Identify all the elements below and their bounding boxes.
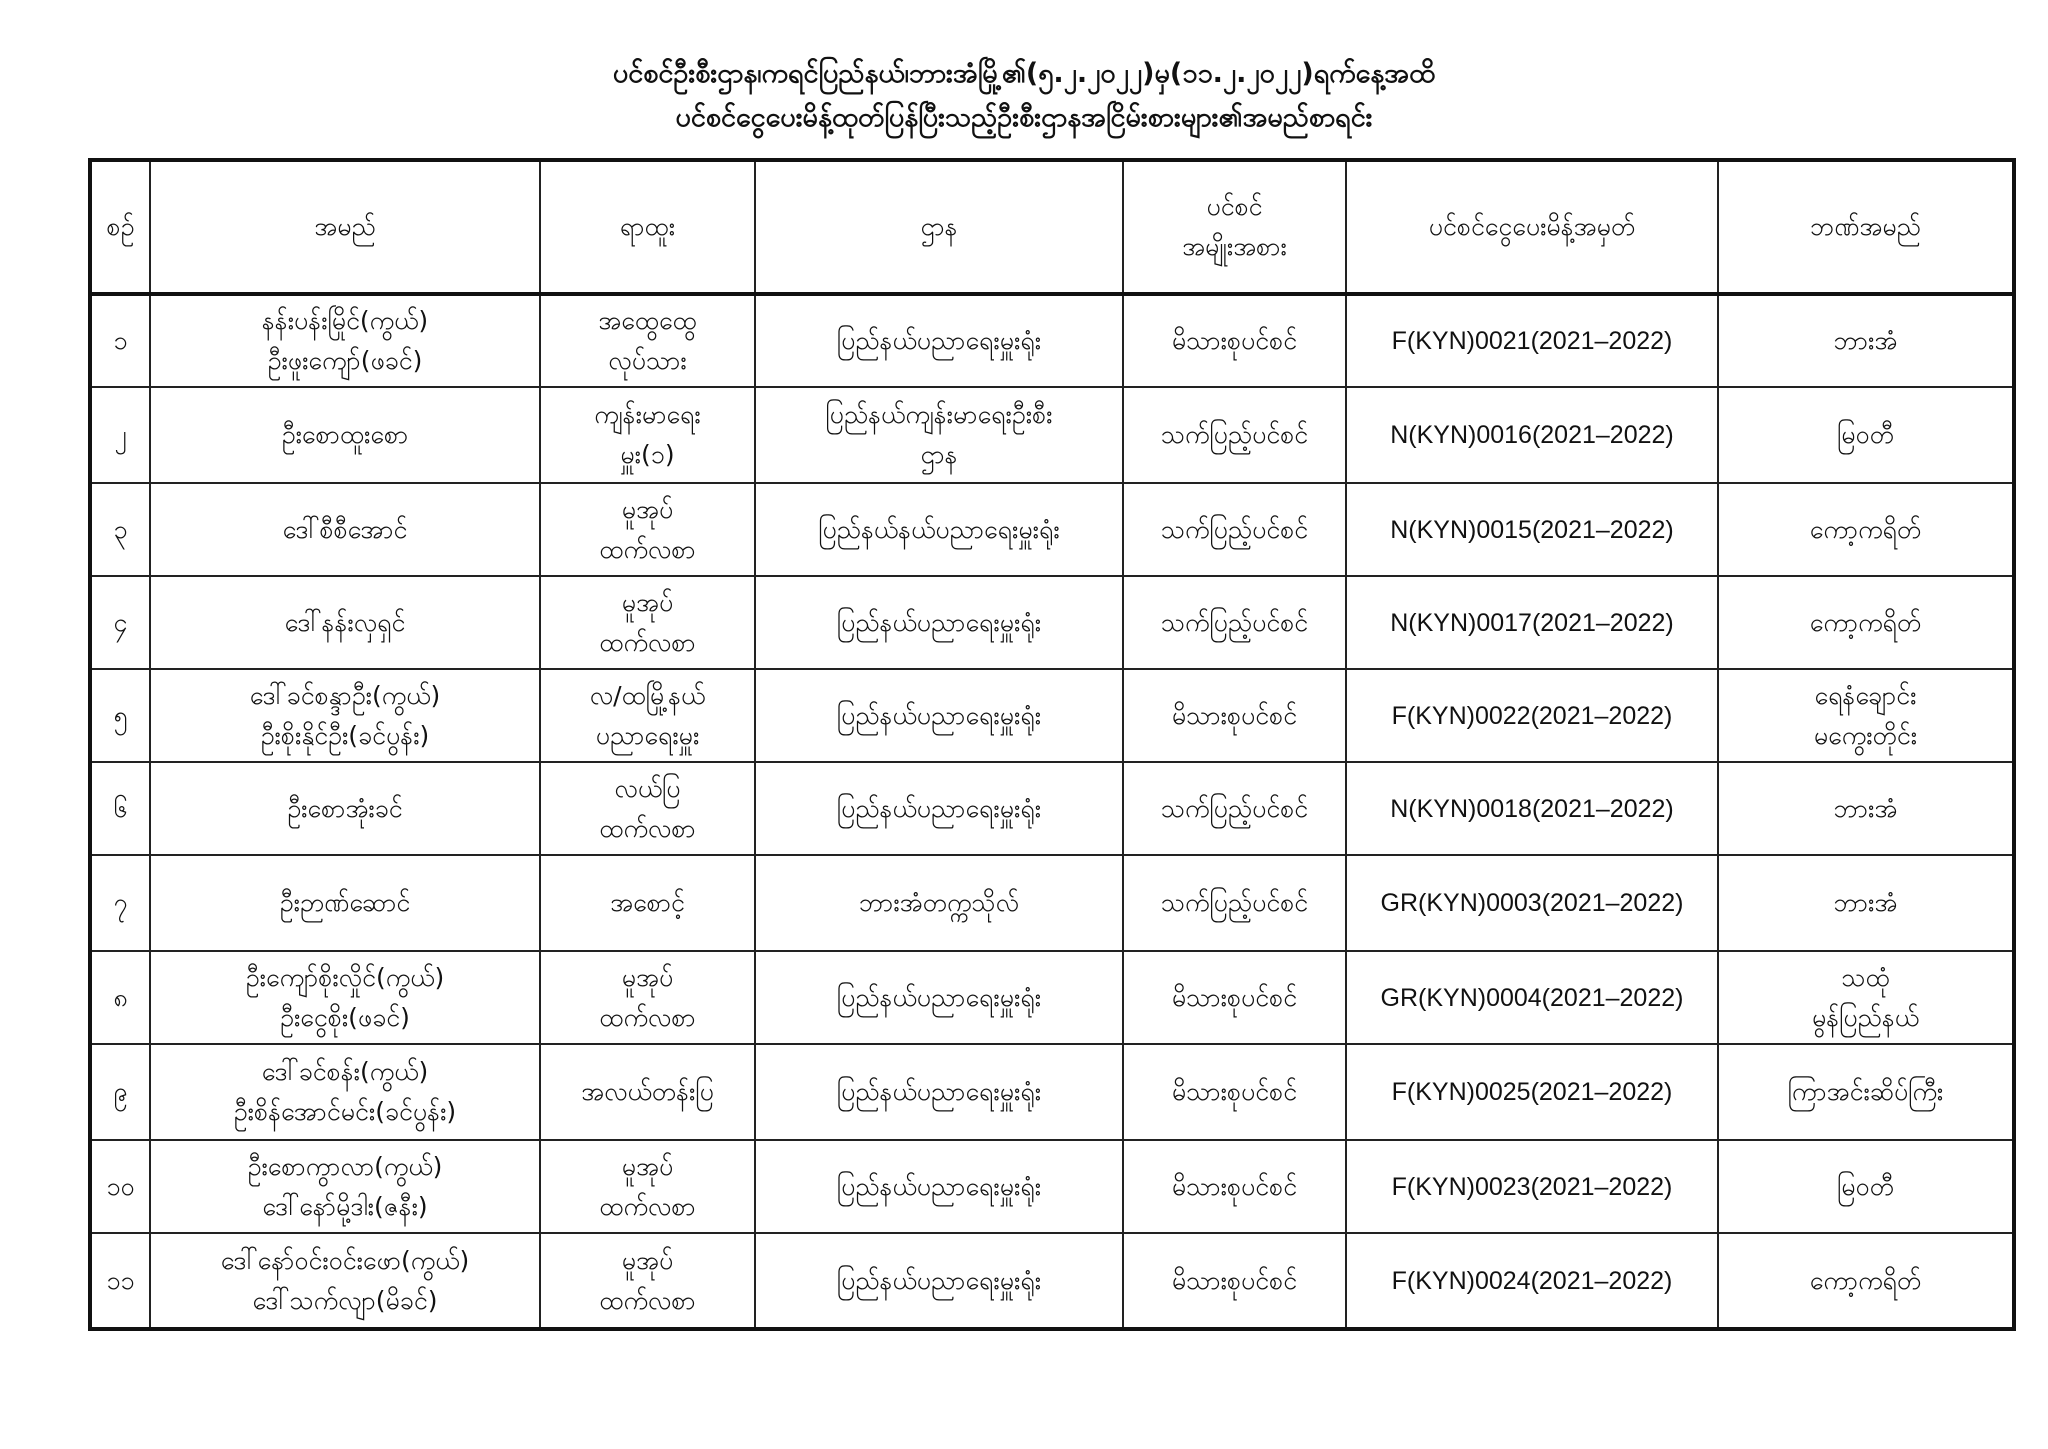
cell-department [755, 951, 1123, 1044]
cell-no: ၅ [90, 669, 150, 762]
table-row [90, 951, 2014, 1044]
cell-department [755, 387, 1123, 483]
cell-order-no: F(KYN)0024(2021–2022) [1346, 1233, 1718, 1329]
cell-bank [1718, 669, 2014, 762]
header-department: ဌာန [755, 160, 1123, 294]
cell-bank-line: မွန်ပြည်နယ် [1811, 1002, 1920, 1032]
cell-no: ၃ [90, 483, 150, 576]
cell-bank-line: ကော့ကရိတ် [1809, 607, 1922, 637]
cell-rank [540, 669, 755, 762]
cell-name [150, 576, 540, 669]
cell-pension-type: သက်ပြည့်ပင်စင် [1123, 483, 1346, 576]
cell-rank [540, 855, 755, 951]
cell-department [755, 669, 1123, 762]
cell-pension-type: မိသားစုပင်စင် [1123, 1233, 1346, 1329]
header-pension-type-line-1: ပင်စင် [1206, 192, 1263, 221]
cell-department-line: ဌာန [920, 440, 958, 469]
cell-rank-line: မူအုပ် [621, 494, 674, 524]
cell-name-line: ဒေါ်စီစီအောင် [282, 514, 408, 544]
cell-bank [1718, 1140, 2014, 1233]
header-rank: ရာထူး [540, 160, 755, 294]
cell-rank [540, 483, 755, 576]
cell-rank [540, 294, 755, 387]
table-row [90, 576, 2014, 669]
document-header [0, 52, 2048, 140]
cell-rank-line: မူအုပ် [621, 1151, 674, 1181]
cell-name-line: ဦးစောကွာလာ(ကွယ်) [247, 1151, 443, 1181]
cell-bank-line: ဘားအံ [1833, 793, 1898, 823]
cell-pension-type: သက်ပြည့်ပင်စင် [1123, 762, 1346, 855]
cell-department-line: ပြည်နယ်ကျန်းမာရေးဦးစီး [825, 400, 1053, 429]
cell-bank-line: ကော့ကရိတ် [1809, 514, 1922, 544]
cell-order-no: N(KYN)0018(2021–2022) [1346, 762, 1718, 855]
cell-bank-line: ဘားအံ [1833, 326, 1898, 355]
cell-department-line: ပြည်နယ်ပညာရေးမှူးရုံး [836, 326, 1042, 355]
cell-rank-line: အစောင့် [610, 888, 685, 917]
cell-rank-line: အထွေထွေ [598, 306, 697, 335]
cell-department [755, 576, 1123, 669]
cell-order-no: GR(KYN)0003(2021–2022) [1346, 855, 1718, 951]
cell-name-line: ဦးစိန်အောင်မင်း(ခင်ပွန်း) [233, 1097, 457, 1126]
cell-department-line: ပြည်နယ်နယ်ပညာရေးမှူးရုံး [818, 514, 1060, 544]
cell-order-no: N(KYN)0017(2021–2022) [1346, 576, 1718, 669]
cell-order-no: F(KYN)0021(2021–2022) [1346, 294, 1718, 387]
table-row [90, 669, 2014, 762]
cell-name [150, 1140, 540, 1233]
cell-bank [1718, 294, 2014, 387]
cell-department-line: ပြည်နယ်ပညာရေးမှူးရုံး [836, 1171, 1042, 1201]
cell-order-no: F(KYN)0025(2021–2022) [1346, 1044, 1718, 1140]
cell-rank-line: အလယ်တန်းပြ [581, 1077, 714, 1106]
table-row [90, 294, 2014, 387]
table-row [90, 483, 2014, 576]
cell-name-line: ဦးကျော်စိုးလှိုင်(ကွယ်) [245, 962, 445, 992]
cell-rank [540, 387, 755, 483]
cell-pension-type: မိသားစုပင်စင် [1123, 951, 1346, 1044]
cell-bank [1718, 951, 2014, 1044]
cell-rank [540, 1233, 755, 1329]
document-title-line-2: ပင်စင်ငွေပေးမိန့်ထုတ်ပြန်ပြီးသည့်ဦးစီးဌာနအငြိမ်းစားများ၏အမည်စာရင်း [675, 102, 1373, 133]
cell-bank [1718, 576, 2014, 669]
cell-bank-line: ရေနံချောင်း [1814, 680, 1917, 710]
cell-order-no: F(KYN)0023(2021–2022) [1346, 1140, 1718, 1233]
cell-rank [540, 951, 755, 1044]
cell-name [150, 294, 540, 387]
cell-rank-line: ထက်လစာ [599, 1002, 696, 1032]
cell-pension-type: မိသားစုပင်စင် [1123, 669, 1346, 762]
cell-rank-line: မူအုပ် [621, 587, 674, 617]
cell-no: ၈ [90, 951, 150, 1044]
header-bank: ဘဏ်အမည် [1718, 160, 2014, 294]
cell-bank [1718, 1044, 2014, 1140]
cell-department-line: ဘားအံတက္ကသိုလ် [858, 888, 1020, 917]
cell-department [755, 1044, 1123, 1140]
cell-pension-type: မိသားစုပင်စင် [1123, 1140, 1346, 1233]
cell-name-line: ဦးစောအုံးခင် [287, 793, 403, 823]
cell-department-line: ပြည်နယ်ပညာရေးမှူးရုံး [836, 1077, 1042, 1106]
cell-bank [1718, 1233, 2014, 1329]
cell-pension-type: သက်ပြည့်ပင်စင် [1123, 576, 1346, 669]
cell-bank-line: မြဝတီ [1837, 420, 1894, 449]
cell-rank-line: ပညာရေးမှူး [595, 720, 700, 750]
cell-rank-line: ကျန်းမာရေး [594, 400, 701, 429]
cell-order-no: N(KYN)0016(2021–2022) [1346, 387, 1718, 483]
cell-bank [1718, 483, 2014, 576]
cell-department [755, 294, 1123, 387]
cell-pension-type: မိသားစုပင်စင် [1123, 1044, 1346, 1140]
cell-name [150, 951, 540, 1044]
pensioner-table [88, 158, 2016, 1331]
cell-rank [540, 1044, 755, 1140]
table-row [90, 387, 2014, 483]
cell-name [150, 855, 540, 951]
cell-no: ၁၁ [90, 1233, 150, 1329]
cell-name-line: နန်းပန်းမြိုင်(ကွယ်) [261, 306, 429, 335]
header-name: အမည် [150, 160, 540, 294]
cell-rank-line: ထက်လစာ [599, 534, 696, 564]
cell-name [150, 1233, 540, 1329]
cell-no: ၆ [90, 762, 150, 855]
header-pension-type-line-2: အမျိုးအစား [1182, 232, 1287, 261]
table-row [90, 1233, 2014, 1329]
cell-department-line: ပြည်နယ်ပညာရေးမှူးရုံး [836, 700, 1042, 730]
cell-name-line: ဒေါ်ခင်စန်း(ကွယ်) [261, 1057, 429, 1086]
cell-bank [1718, 762, 2014, 855]
cell-bank-line: ဘားအံ [1833, 888, 1898, 917]
cell-name-line: ဒေါ်သက်လျာ(မိခင်) [252, 1285, 438, 1315]
cell-pension-type: မိသားစုပင်စင် [1123, 294, 1346, 387]
cell-department [755, 483, 1123, 576]
cell-name-line: ဒေါ်ခင်စန္ဒာဦး(ကွယ်) [249, 680, 441, 710]
cell-bank [1718, 855, 2014, 951]
cell-department-line: ပြည်နယ်ပညာရေးမှူးရုံး [836, 982, 1042, 1012]
cell-bank-line: သထုံ [1841, 962, 1890, 992]
cell-order-no: N(KYN)0015(2021–2022) [1346, 483, 1718, 576]
cell-rank-line: ထက်လစာ [599, 813, 696, 843]
cell-rank-line: လ/ထမြို့နယ် [589, 680, 706, 710]
cell-name [150, 483, 540, 576]
cell-no: ၁ [90, 294, 150, 387]
cell-no: ၇ [90, 855, 150, 951]
table-row [90, 762, 2014, 855]
cell-bank-line: မကွေးတိုင်း [1813, 720, 1918, 750]
table-header-row [90, 160, 2014, 294]
cell-rank-line: မူအုပ် [621, 1245, 674, 1275]
cell-order-no: F(KYN)0022(2021–2022) [1346, 669, 1718, 762]
cell-bank [1718, 387, 2014, 483]
cell-name-line: ဒေါ်နော်မို့ဒါး(ဇနီး) [262, 1191, 428, 1221]
cell-department-line: ပြည်နယ်ပညာရေးမှူးရုံး [836, 1265, 1042, 1295]
cell-rank [540, 762, 755, 855]
cell-rank [540, 1140, 755, 1233]
cell-rank-line: မူအုပ် [621, 962, 674, 992]
cell-bank-line: မြဝတီ [1837, 1171, 1894, 1201]
cell-rank-line: ထက်လစာ [599, 1191, 696, 1221]
cell-bank-line: ကော့ကရိတ် [1809, 1265, 1922, 1295]
table-row [90, 855, 2014, 951]
cell-rank-line: လယ်ပြ [614, 773, 681, 803]
cell-name-line: ဦးဖူးကျော်(ဖခင်) [267, 346, 423, 375]
cell-no: ၂ [90, 387, 150, 483]
cell-name-line: ဦးစိုးနိုင်ဦး(ခင်ပွန်း) [260, 720, 430, 750]
cell-no: ၄ [90, 576, 150, 669]
header-pension-type [1123, 160, 1346, 294]
cell-department-line: ပြည်နယ်ပညာရေးမှူးရုံး [836, 793, 1042, 823]
cell-rank-line: ထက်လစာ [599, 627, 696, 657]
cell-department [755, 855, 1123, 951]
cell-department [755, 1233, 1123, 1329]
cell-department [755, 1140, 1123, 1233]
cell-no: ၉ [90, 1044, 150, 1140]
cell-name-line: ဒေါ်နော်ဝင်းဝင်းဖော(ကွယ်) [220, 1245, 470, 1275]
cell-rank-line: လုပ်သား [608, 346, 687, 375]
table-row [90, 1044, 2014, 1140]
cell-no: ၁၀ [90, 1140, 150, 1233]
header-order-no: ပင်စင်ငွေပေးမိန့်အမှတ် [1346, 160, 1718, 294]
cell-department [755, 762, 1123, 855]
cell-order-no: GR(KYN)0004(2021–2022) [1346, 951, 1718, 1044]
cell-pension-type: သက်ပြည့်ပင်စင် [1123, 387, 1346, 483]
document-title-line-1: ပင်စင်ဦးစီးဌာန၊ကရင်ပြည်နယ်၊ဘားအံမြို့၏(၅.၂.၂၀၂၂)မှ(၁၁.၂.၂၀၂၂)ရက်နေ့အထိ [612, 58, 1436, 89]
cell-name-line: ဦးစောထူးစော [281, 420, 409, 449]
cell-rank-line: မှူး(၁) [620, 440, 675, 469]
cell-name-line: ဦးဉာဏ်ဆောင် [279, 888, 411, 917]
header-no: စဉ် [90, 160, 150, 294]
cell-name [150, 762, 540, 855]
cell-pension-type: သက်ပြည့်ပင်စင် [1123, 855, 1346, 951]
cell-name-line: ဦးငွေစိုး(ဖခင်) [280, 1002, 410, 1032]
cell-rank [540, 576, 755, 669]
table-body [90, 294, 2014, 1329]
cell-rank-line: ထက်လစာ [599, 1285, 696, 1315]
cell-bank-line: ကြာအင်းဆိပ်ကြီး [1787, 1077, 1944, 1106]
cell-name [150, 1044, 540, 1140]
table-row [90, 1140, 2014, 1233]
cell-name-line: ဒေါ်နန်းလှရှင် [284, 607, 406, 637]
cell-name [150, 387, 540, 483]
cell-department-line: ပြည်နယ်ပညာရေးမှူးရုံး [836, 607, 1042, 637]
cell-name [150, 669, 540, 762]
